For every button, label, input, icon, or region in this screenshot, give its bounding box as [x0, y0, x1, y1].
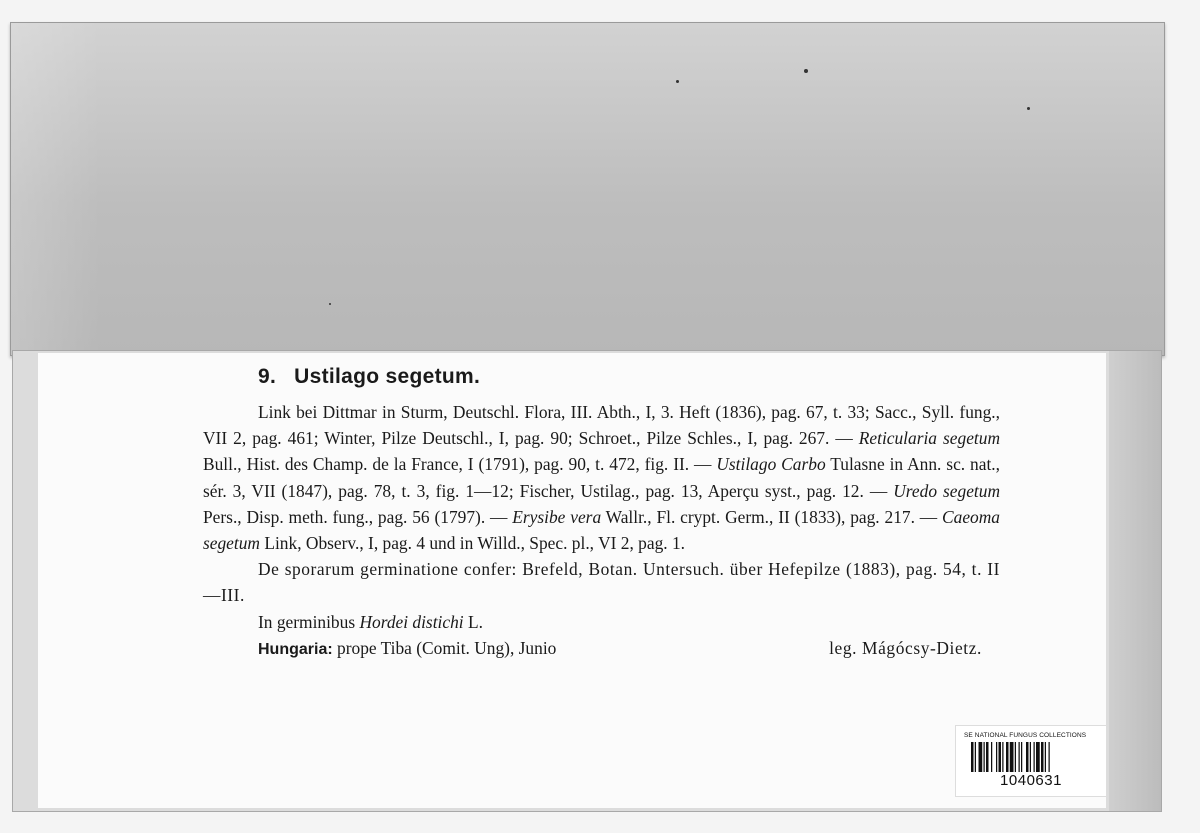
barcode-number: 1040631 [1000, 772, 1062, 789]
label-text [203, 365, 1000, 663]
synonym-name: Ustilago Carbo [716, 454, 826, 475]
barcode-bar [1002, 742, 1003, 772]
citation-text: Tulasne in Ann. sc. nat., sér. 3, VII (1847), pag. 78, t. 3, fig. 1—12; Fischer, Ustilag., pag. 13, Aperçu syst., pag. 12. — [203, 454, 1000, 501]
host-suffix: L. [463, 611, 483, 632]
citation-text: Link bei Dittmar in Sturm, Deutschl. Flora, III. Abth., I, 3. Heft (1836), pag. 67, t. 33; Sacc., Syll. fung., VII 2, pag. 461; Winter, Pilze Deutschl., I, pag. 90; Schroet., Pilze Schles., I, pag. 267. — [203, 402, 1000, 449]
barcode-bar [975, 742, 976, 772]
barcode-bar [1030, 742, 1031, 772]
citation-paragraph [203, 399, 1000, 556]
barcode-bar [986, 742, 989, 772]
species-title [258, 365, 1000, 389]
flap-fold-shade [11, 23, 101, 355]
locality-line [203, 635, 1000, 663]
packet-edge [1109, 351, 1161, 811]
barcode-bar [1010, 742, 1014, 772]
citation-text: Wallr., Fl. crypt. Germ., II (1833), pag. 217. — [601, 506, 943, 527]
barcode-bar [1034, 742, 1035, 772]
citation-text: Bull., Hist. des Champ. de la France, I (1791), pag. 90, t. 472, fig. II. — [203, 454, 717, 475]
synonym-name: Erysibe vera [512, 506, 602, 527]
species-name: Ustilago segetum. [294, 365, 481, 388]
citation-text: Link, Observ., I, pag. 4 und in Willd., Spec. pl., VI 2, pag. 1. [260, 533, 685, 554]
locality: prope Tiba (Comit. Ung), Junio [332, 637, 557, 658]
country: Hungaria: [258, 640, 333, 658]
barcode-bar [984, 742, 985, 772]
speck [329, 303, 331, 305]
barcode-bar [1021, 742, 1022, 772]
barcode-bar [1026, 742, 1029, 772]
barcode-bars [971, 742, 1093, 772]
citation-text: Pers., Disp. meth. fung., pag. 56 (1797). — [203, 506, 513, 527]
envelope-flap [10, 22, 1165, 356]
speck [804, 69, 808, 73]
barcode-bar [1036, 742, 1040, 772]
barcode-header: SE NATIONAL FUNGUS COLLECTIONS [964, 732, 1087, 739]
barcode-bar [1019, 742, 1020, 772]
barcode-bar [1015, 742, 1016, 772]
barcode-bar [999, 742, 1002, 772]
barcode-bar [1041, 742, 1044, 772]
synonym-name: Reticularia segetum [858, 428, 1000, 449]
synonym-name: Uredo segetum [893, 480, 1000, 501]
barcode-bar [1049, 742, 1050, 772]
speck [676, 80, 679, 83]
barcode-bar [996, 742, 997, 772]
host-prefix: In germinibus [258, 611, 360, 632]
collector: leg. Mágócsy-Dietz. [829, 637, 982, 658]
barcode-label [955, 725, 1107, 797]
germination-note: De sporarum germinatione confer: Brefeld, Botan. Untersuch. über Hefepilze (1883), pag. 54, t. II—III. [203, 559, 1000, 606]
barcode-bar [991, 742, 992, 772]
barcode-bar [1045, 742, 1046, 772]
synonym-name: Caeoma segetum [203, 506, 1000, 554]
exsiccata-number: 9. [258, 365, 277, 388]
barcode-bar [979, 742, 983, 772]
host-line [203, 609, 1000, 635]
barcode-bar [1006, 742, 1009, 772]
host-name: Hordei distichi [359, 611, 464, 632]
barcode-bar [971, 742, 974, 772]
speck [1027, 107, 1030, 110]
